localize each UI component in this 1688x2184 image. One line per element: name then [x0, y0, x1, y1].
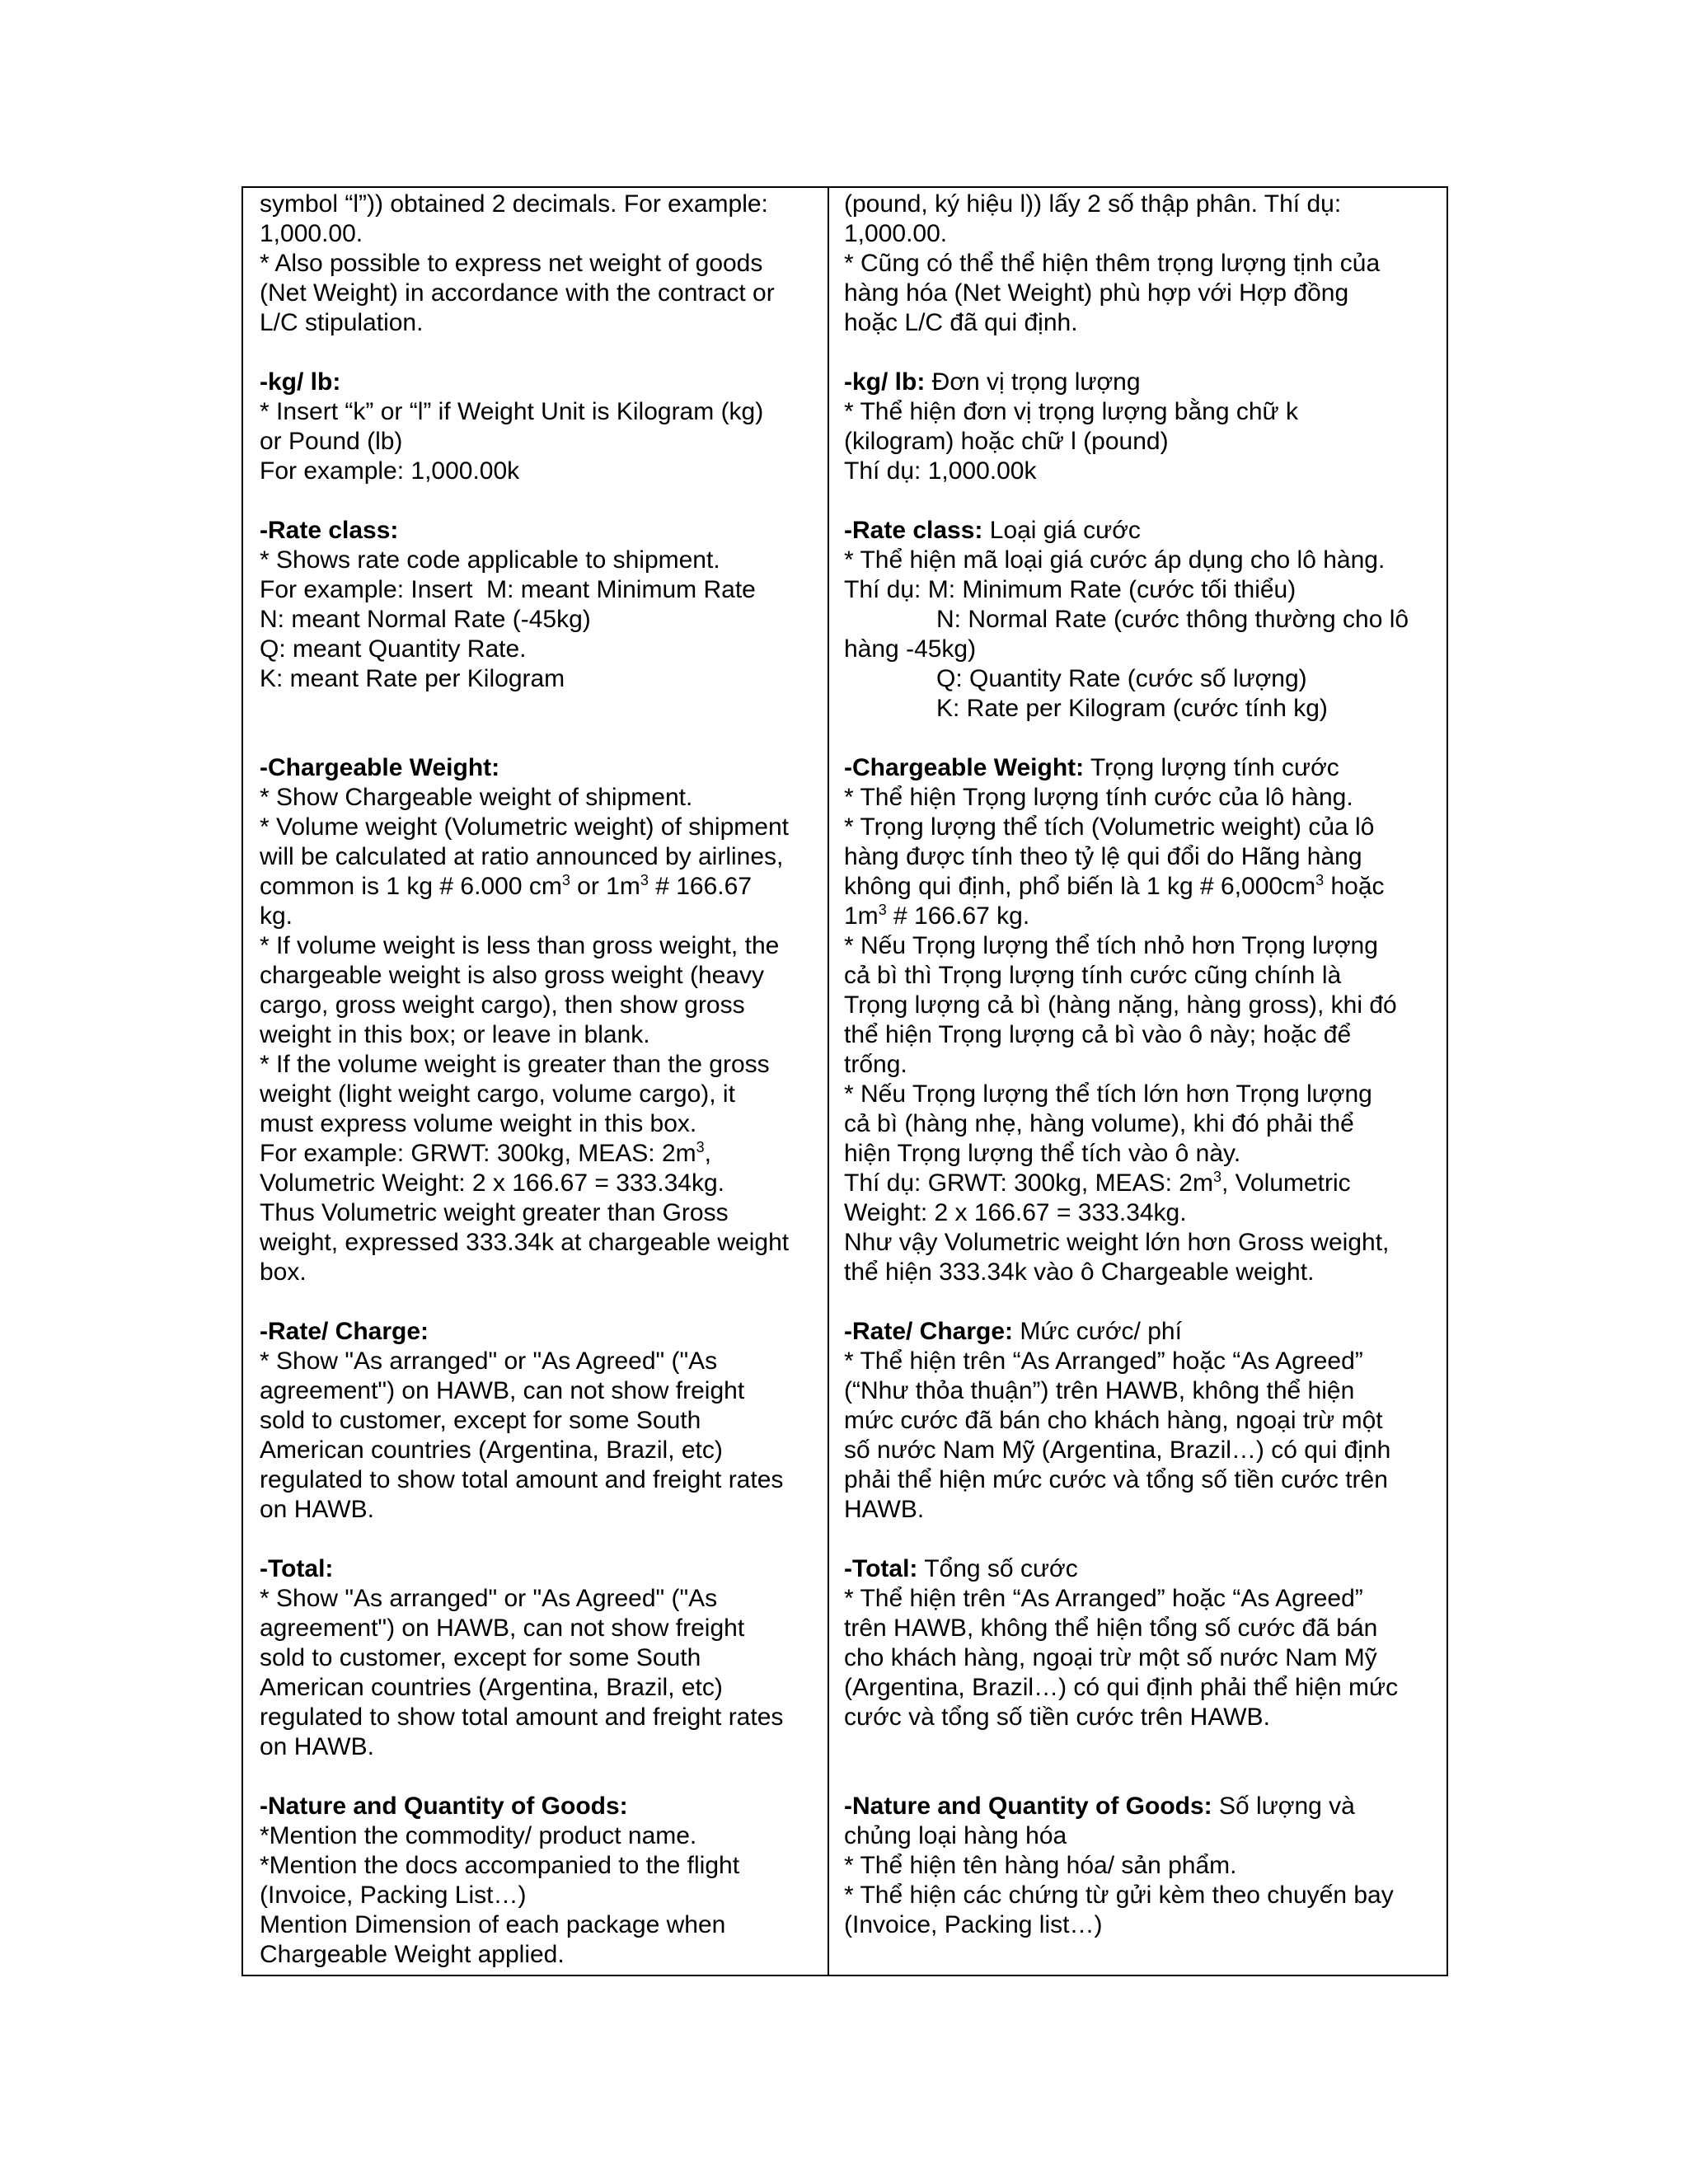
text-line: Weight: 2 x 166.67 = 333.34kg.: [844, 1199, 1187, 1226]
text-line: K: Rate per Kilogram (cước tính kg): [936, 695, 1328, 722]
text-line: on HAWB.: [260, 1496, 374, 1523]
text-line: không qui định, phổ biến là 1 kg # $6,000cm^3$ hoặc: [844, 872, 1385, 900]
text-line: cả bì (hàng nhẹ, hàng volume), khi đó phải thể: [844, 1110, 1354, 1137]
text-line: * Show "As arranged" or "As Agreed" ("As: [260, 1347, 718, 1375]
text-line: weight (light weight cargo, volume cargo), it: [260, 1080, 735, 1108]
text-line: will be calculated at ratio announced by airlines,: [260, 843, 784, 870]
text-line: thể hiện Trọng lượng cả bì vào ô này; hoặc để: [844, 1021, 1352, 1048]
text-line: on HAWB.: [260, 1733, 374, 1760]
text-line: * Shows rate code applicable to shipment.: [260, 546, 720, 574]
english-column: [243, 188, 829, 1975]
text-line: số nước Nam Mỹ (Argentina, Brazil…) có qui định: [844, 1436, 1391, 1464]
section-heading-kg-lb: -kg/ lb: Đơn vị trọng lượng: [844, 368, 1141, 396]
text-line: * Nếu Trọng lượng thể tích lớn hơn Trọng lượng: [844, 1080, 1372, 1108]
text-line: sold to customer, except for some South: [260, 1407, 701, 1434]
text-line: Volumetric Weight: 2 x 166.67 = 333.34kg.: [260, 1169, 724, 1197]
text-line: Thí dụ: 1,000.00k: [844, 457, 1037, 485]
text-line: American countries (Argentina, Brazil, etc): [260, 1674, 723, 1701]
text-line: hàng -45kg): [844, 635, 977, 663]
text-line: *Mention the docs accompanied to the flight: [260, 1852, 740, 1879]
section-heading-total: -Total: Tổng số cước: [844, 1555, 1078, 1582]
text-line: * If volume weight is less than gross weight, the: [260, 932, 780, 959]
text-line: $1m^3$ # 166.67 kg.: [844, 902, 1030, 930]
text-line: cargo, gross weight cargo), then show gross: [260, 991, 745, 1019]
text-line: (pound, ký hiệu l)) lấy 2 số thập phân. Thí dụ:: [844, 190, 1342, 218]
text-line: agreement") on HAWB, can not show freight: [260, 1377, 745, 1404]
text-line: Thí dụ: GRWT: 300kg, MEAS: $2m^3$, Volumetric: [844, 1169, 1351, 1197]
text-line: *Mention the commodity/ product name.: [260, 1822, 697, 1849]
text-line: chủng loại hàng hóa: [844, 1822, 1067, 1849]
text-line: common is 1 kg # 6.000 $cm^3$ or $1m^3$ # 166.67: [260, 872, 753, 900]
text-line: trống.: [844, 1051, 907, 1078]
text-line: K: meant Rate per Kilogram: [260, 665, 565, 692]
section-heading-chargeable-weight: -Chargeable Weight: Trọng lượng tính cước: [844, 754, 1339, 781]
text-line: * Thể hiện đơn vị trọng lượng bằng chữ k: [844, 398, 1298, 425]
text-line: * Thể hiện các chứng từ gửi kèm theo chuyến bay: [844, 1882, 1394, 1909]
section-heading-rate-charge: -Rate/ Charge:: [260, 1318, 429, 1345]
section-heading-chargeable-weight: -Chargeable Weight:: [260, 754, 500, 781]
text-line: * Thể hiện mã loại giá cước áp dụng cho lô hàng.: [844, 546, 1386, 574]
text-line: HAWB.: [844, 1496, 925, 1523]
text-line: Q: meant Quantity Rate.: [260, 635, 527, 663]
text-line: hiện Trọng lượng thể tích vào ô này.: [844, 1140, 1241, 1167]
section-heading-rate-class: -Rate class:: [260, 517, 399, 544]
text-line: * Thể hiện trên “As Arranged” hoặc “As Agreed”: [844, 1347, 1363, 1375]
text-line: Chargeable Weight applied.: [260, 1941, 565, 1968]
text-line: L/C stipulation.: [260, 309, 424, 336]
text-line: Q: Quantity Rate (cước số lượng): [936, 665, 1307, 692]
text-line: (Argentina, Brazil…) có qui định phải thể hiện mức: [844, 1674, 1399, 1701]
text-line: symbol “l”)) obtained 2 decimals. For example:: [260, 190, 768, 218]
text-line: * Thể hiện Trọng lượng tính cước của lô hàng.: [844, 784, 1353, 811]
text-line: For example: 1,000.00k: [260, 457, 520, 485]
text-line: cước và tổng số tiền cước trên HAWB.: [844, 1704, 1270, 1731]
text-line: * Also possible to express net weight of goods: [260, 250, 763, 277]
text-line: cho khách hàng, ngoại trừ một số nước Nam Mỹ: [844, 1644, 1377, 1671]
text-line: Trọng lượng cả bì (hàng nặng, hàng gross), khi đó: [844, 991, 1397, 1019]
text-line: (kilogram) hoặc chữ l (pound): [844, 428, 1169, 455]
text-line: Thí dụ: M: Minimum Rate (cước tối thiểu): [844, 576, 1296, 603]
text-line: For example: Insert M: meant Minimum Rate: [260, 576, 756, 603]
section-heading-kg-lb: -kg/ lb:: [260, 368, 341, 396]
text-line: (Invoice, Packing list…): [844, 1911, 1103, 1938]
text-line: weight, expressed 333.34k at chargeable weight: [260, 1229, 790, 1256]
section-heading-total: -Total:: [260, 1555, 334, 1582]
text-line: kg.: [260, 902, 293, 930]
text-line: American countries (Argentina, Brazil, etc): [260, 1436, 723, 1464]
section-heading-rate-charge: -Rate/ Charge: Mức cước/ phí: [844, 1318, 1182, 1345]
text-line: weight in this box; or leave in blank.: [260, 1021, 650, 1048]
text-line: * Show "As arranged" or "As Agreed" ("As: [260, 1585, 718, 1612]
text-line: box.: [260, 1258, 307, 1286]
text-line: (Net Weight) in accordance with the contract or: [260, 279, 775, 307]
text-line: regulated to show total amount and freight rates: [260, 1466, 784, 1493]
text-line: or Pound (lb): [260, 428, 403, 455]
text-line: N: meant Normal Rate (-45kg): [260, 606, 591, 633]
text-line: sold to customer, except for some South: [260, 1644, 701, 1671]
text-line: * Thể hiện tên hàng hóa/ sản phẩm.: [844, 1852, 1237, 1879]
text-line: hàng hóa (Net Weight) phù hợp với Hợp đồng: [844, 279, 1349, 307]
text-line: * Show Chargeable weight of shipment.: [260, 784, 693, 811]
text-line: cả bì thì Trọng lượng tính cước cũng chính là: [844, 962, 1342, 989]
text-line: Như vậy Volumetric weight lớn hơn Gross weight,: [844, 1229, 1390, 1256]
text-line: * Trọng lượng thể tích (Volumetric weight) của lô: [844, 813, 1375, 841]
text-line: 1,000.00.: [260, 220, 363, 247]
text-line: (Invoice, Packing List…): [260, 1882, 527, 1909]
section-heading-nature: -Nature and Quantity of Goods: Số lượng và: [844, 1793, 1355, 1820]
section-heading-nature: -Nature and Quantity of Goods:: [260, 1793, 628, 1820]
text-line: thể hiện 333.34k vào ô Chargeable weight.: [844, 1258, 1315, 1286]
text-line: Thus Volumetric weight greater than Gross: [260, 1199, 729, 1226]
text-line: N: Normal Rate (cước thông thường cho lô: [936, 606, 1409, 633]
text-line: chargeable weight is also gross weight (heavy: [260, 962, 764, 989]
text-line: must express volume weight in this box.: [260, 1110, 697, 1137]
text-line: * If the volume weight is greater than the gross: [260, 1051, 770, 1078]
document-table: [241, 186, 1448, 1976]
text-line: trên HAWB, không thể hiện tổng số cước đã bán: [844, 1615, 1378, 1642]
text-line: mức cước đã bán cho khách hàng, ngoại trừ một: [844, 1407, 1383, 1434]
text-line: * Cũng có thể thể hiện thêm trọng lượng tịnh của: [844, 250, 1381, 277]
text-line: * Insert “k” or “l” if Weight Unit is Kilogram (kg): [260, 398, 764, 425]
text-line: (“Như thỏa thuận”) trên HAWB, không thể hiện: [844, 1377, 1355, 1404]
vietnamese-column: [829, 188, 1447, 1975]
text-line: 1,000.00.: [844, 220, 948, 247]
text-line: agreement") on HAWB, can not show freight: [260, 1615, 745, 1642]
text-line: For example: GRWT: 300kg, MEAS: $2m^3$,: [260, 1139, 711, 1167]
text-line: Mention Dimension of each package when: [260, 1911, 726, 1938]
text-line: * Thể hiện trên “As Arranged” hoặc “As Agreed”: [844, 1585, 1363, 1612]
text-line: * Nếu Trọng lượng thể tích nhỏ hơn Trọng lượng: [844, 932, 1378, 959]
text-line: hoặc L/C đã qui định.: [844, 309, 1078, 336]
section-heading-rate-class: -Rate class: Loại giá cước: [844, 517, 1141, 544]
text-line: hàng được tính theo tỷ lệ qui đổi do Hãng hàng: [844, 843, 1362, 870]
text-line: * Volume weight (Volumetric weight) of shipment: [260, 813, 789, 841]
text-line: regulated to show total amount and freight rates: [260, 1704, 784, 1731]
text-line: phải thể hiện mức cước và tổng số tiền cước trên: [844, 1466, 1388, 1493]
